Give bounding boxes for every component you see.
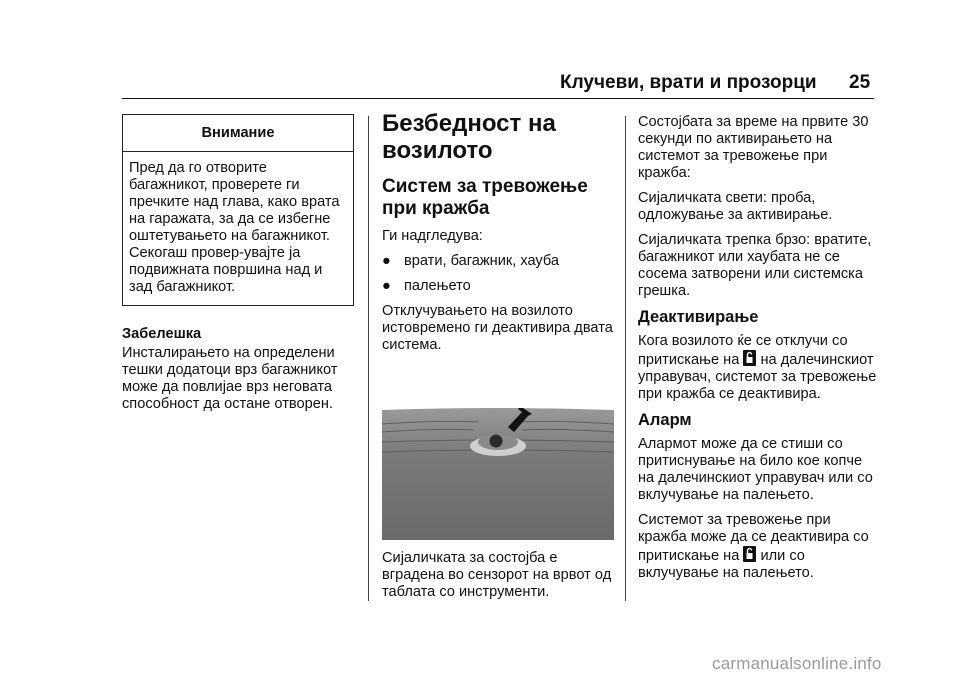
- warning-text: Пред да го отворите багажникот, проверете ги пречките над глава, како врата на гаражата, за да се избегне оштетувањето на багажникот. Секогаш провер-увајте ја подвижната површина над и зад багажникот.: [129, 160, 340, 295]
- page-header-title: Клучеви, врати и прозорци: [560, 72, 817, 93]
- column-1: [122, 114, 354, 421]
- bullet-item: [382, 253, 614, 270]
- alarm-deactivate-text: [638, 512, 878, 582]
- column-divider-2: [625, 116, 626, 601]
- alarm-deactivate-part1: Системот за тревожење при кражба може да се деактивира со притискање на: [638, 512, 869, 564]
- unlock-key-icon: [743, 350, 756, 366]
- unlock-text: Отклучувањето на возилото истовремено ги деактивира двата система.: [382, 303, 613, 353]
- alarm-heading: Аларм: [638, 411, 692, 429]
- monitors-intro: Ги надгледува:: [382, 228, 483, 244]
- note-text: Инсталирањето на определени тешки додатоци врз багажникот може да повлијае врз неговата способност да остане отворен.: [122, 345, 338, 412]
- alarm-text: Алармот може да се стиши со притиснување на било кое копче на далечинскиот управувач или со вклучување на палењето.: [638, 436, 873, 503]
- unlock-key-icon: [743, 546, 756, 562]
- status-flash: Сијаличката трепка брзо: вратите, багажникот или хаубата не се сосема затворени или системска грешка.: [638, 232, 872, 299]
- bullet-text: палењето: [404, 278, 471, 294]
- header-rule: [122, 98, 874, 99]
- watermark-link[interactable]: carmanualsonline.info: [712, 654, 882, 673]
- warning-title: Внимание: [123, 115, 353, 152]
- column-divider-1: [368, 116, 369, 601]
- deactivation-text-part1: Кога возилото ќе се отклучи со притискање на: [638, 333, 848, 368]
- column-2: [382, 110, 614, 609]
- deactivation-text: [638, 333, 878, 403]
- section-heading: Безбедност на возилото: [382, 110, 556, 164]
- bullet-text: врати, багажник, хауба: [404, 253, 560, 269]
- status-lit: Сијаличката свети: проба, одложување за активирање.: [638, 190, 833, 223]
- warning-box: [122, 114, 354, 306]
- column-3: [638, 114, 878, 590]
- bullet-dot: ●: [382, 253, 391, 269]
- deactivation-heading: Деактивирање: [638, 308, 759, 326]
- note-title: Забелешка: [122, 326, 202, 342]
- page-number: 25: [849, 72, 871, 93]
- deactivation-text-part2: на далечинскиот управувач, системот за тревожење при кражба се деактивира.: [638, 352, 877, 402]
- figure-caption: Сијаличката за состојба е вградена во сензорот на врвот од таблата со инструменти.: [382, 550, 612, 600]
- alarm-deactivate-part2: или со вклучување на палењето.: [638, 548, 814, 581]
- bullet-item: [382, 278, 614, 295]
- status-intro: Состојбата за време на првите 30 секунди по активирањето на системот за тревожење при кражба:: [638, 114, 869, 181]
- subsection-heading: Систем за тревожење при кражба: [382, 176, 588, 219]
- dashboard-sensor-illustration: [382, 408, 614, 540]
- bullet-dot: ●: [382, 278, 391, 294]
